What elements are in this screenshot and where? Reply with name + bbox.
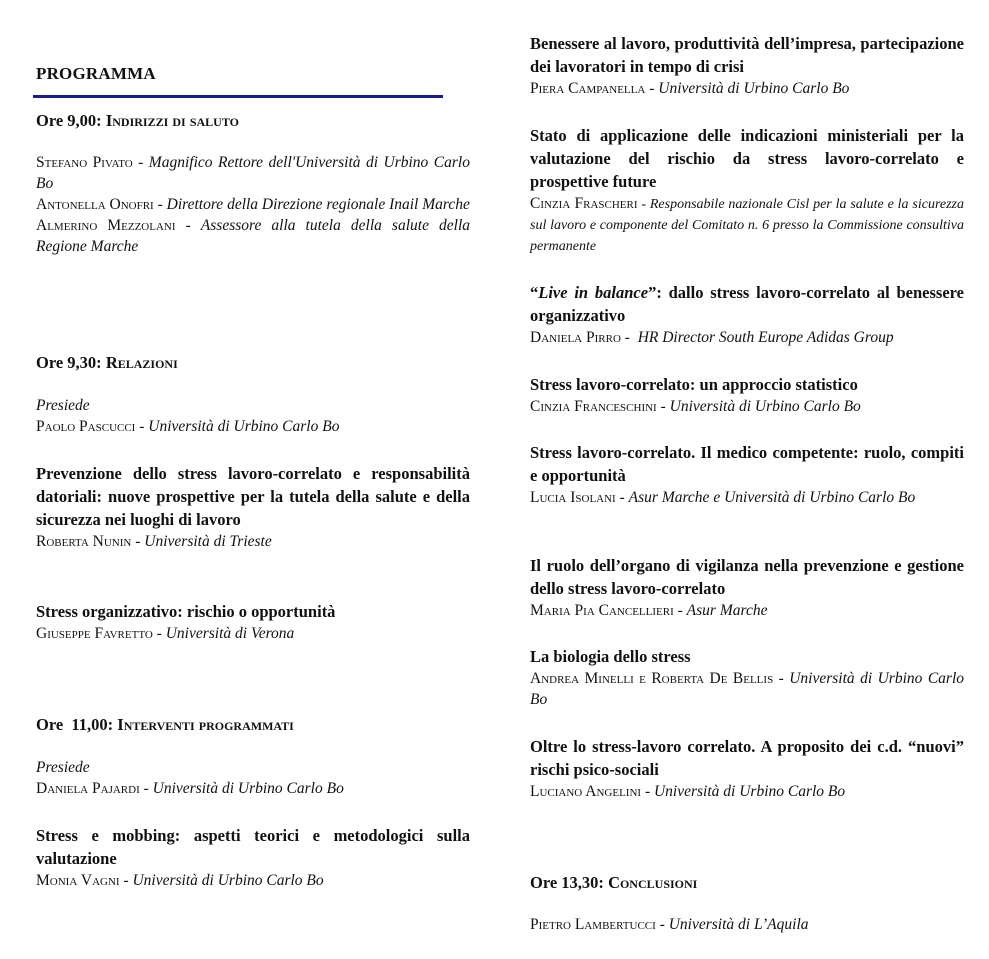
section-time: Ore 9,00: bbox=[36, 111, 106, 130]
talk-entry bbox=[36, 824, 470, 891]
speaker-entry bbox=[36, 194, 470, 215]
speaker-entry bbox=[36, 531, 470, 552]
talk-entry bbox=[530, 32, 964, 99]
speaker-entry bbox=[530, 487, 964, 508]
talk-title: Oltre lo stress-lavoro correlato. A proposito dei c.d. “nuovi” rischi psico-sociali bbox=[530, 737, 964, 779]
separator: - bbox=[620, 329, 638, 346]
page-title: PROGRAMMA bbox=[36, 64, 156, 83]
section-label: Interventi programmati bbox=[117, 715, 294, 734]
speaker-entry bbox=[530, 193, 964, 257]
speaker-name: Andrea Minelli e Roberta De Bellis bbox=[530, 670, 774, 687]
speaker-entry bbox=[36, 152, 470, 194]
speaker-affiliation: Direttore della Direzione regionale Inail Marche bbox=[166, 196, 470, 213]
title-rule bbox=[33, 95, 443, 98]
speaker-affiliation: Università di Urbino Carlo Bo bbox=[669, 398, 861, 415]
talk-entry bbox=[530, 124, 964, 257]
greetings-list bbox=[36, 152, 470, 257]
speaker-entry bbox=[530, 914, 964, 935]
speaker-affiliation: Asur Marche bbox=[686, 602, 768, 619]
talk-title: La biologia dello stress bbox=[530, 647, 691, 666]
speaker-name: Almerino Mezzolani bbox=[36, 217, 176, 234]
speaker-name: Daniela Pirro bbox=[530, 329, 621, 346]
talk-title: Stress organizzativo: rischio o opportunità bbox=[36, 602, 336, 621]
speaker-name: Daniela Pajardi bbox=[36, 780, 140, 797]
separator: - bbox=[637, 197, 650, 212]
talk-entry bbox=[530, 645, 964, 710]
speaker-entry bbox=[530, 327, 964, 348]
talk-title-rest: ”: dallo stress lavoro-correlato al benessere organizzativo bbox=[530, 283, 964, 325]
speaker-name: Luciano Angelini bbox=[530, 783, 642, 800]
speaker-name: Roberta Nunin bbox=[36, 533, 132, 550]
separator: - bbox=[135, 418, 149, 435]
talk-entry bbox=[36, 600, 470, 644]
speaker-name: Paolo Pascucci bbox=[36, 418, 136, 435]
separator: - bbox=[132, 154, 149, 171]
speaker-name: Monia Vagni bbox=[36, 872, 120, 889]
talk-title: Stato di applicazione delle indicazioni ministeriali per la valutazione del rischio da stress lavoro-correlato e prospettive future bbox=[530, 126, 964, 191]
separator: - bbox=[131, 533, 145, 550]
chair-label: Presiede bbox=[36, 759, 90, 776]
talk-entry bbox=[530, 441, 964, 508]
separator: - bbox=[175, 217, 201, 234]
chair-block bbox=[36, 395, 470, 437]
conclusion-speaker bbox=[530, 914, 964, 935]
speaker-affiliation: Università di Urbino Carlo Bo bbox=[152, 780, 344, 797]
talk-entry bbox=[530, 554, 964, 621]
speaker-affiliation: Università di Trieste bbox=[144, 533, 272, 550]
talk-title: Il ruolo dell’organo di vigilanza nella prevenzione e gestione dello stress lavoro-correlato bbox=[530, 556, 964, 598]
talk-title: Stress lavoro-correlato. Il medico competente: ruolo, compiti e opportunità bbox=[530, 443, 964, 485]
talk-title: Prevenzione dello stress lavoro-correlato e responsabilità datoriali: nuove prospettive per la tutela della salute e della sicurezza nei luoghi di lavoro bbox=[36, 464, 470, 529]
speaker-name: Maria Pia Cancellieri bbox=[530, 602, 674, 619]
separator: - bbox=[153, 196, 167, 213]
section-label: Indirizzi di saluto bbox=[105, 111, 239, 130]
speaker-name: Stefano Pivato bbox=[36, 154, 133, 171]
speaker-affiliation: Università di L’Aquila bbox=[668, 916, 809, 933]
speaker-entry bbox=[530, 78, 964, 99]
speaker-affiliation: Università di Verona bbox=[165, 625, 295, 642]
talk-entry bbox=[530, 281, 964, 348]
separator: - bbox=[139, 780, 153, 797]
speaker-name: Cinzia Franceschini bbox=[530, 398, 657, 415]
speaker-entry bbox=[530, 396, 964, 417]
speaker-affiliation: Assessore alla tutela della salute della Regione Marche bbox=[36, 217, 470, 255]
separator: - bbox=[655, 916, 669, 933]
talk-entry bbox=[530, 373, 964, 417]
separator: - bbox=[645, 80, 659, 97]
speaker-entry bbox=[36, 215, 470, 257]
chair-block bbox=[36, 757, 470, 799]
speaker-name: Pietro Lambertucci bbox=[530, 916, 656, 933]
speaker-affiliation: Università di Urbino Carlo Bo bbox=[653, 783, 846, 800]
speaker-name: Giuseppe Favretto bbox=[36, 625, 153, 642]
separator: - bbox=[773, 670, 790, 687]
section-time: Ore 9,30: bbox=[36, 353, 106, 372]
talk-entry bbox=[530, 735, 964, 802]
speaker-name: Piera Campanella bbox=[530, 80, 646, 97]
separator: - bbox=[673, 602, 687, 619]
talk-title: Benessere al lavoro, produttività dell’impresa, partecipazione dei lavoratori in tempo di crisi bbox=[530, 34, 964, 76]
section-heading-interventi bbox=[36, 714, 470, 736]
speaker-entry bbox=[36, 870, 470, 891]
section-time: Ore 13,30: bbox=[530, 873, 609, 892]
section-label: Relazioni bbox=[105, 353, 178, 372]
speaker-entry bbox=[530, 600, 964, 621]
speaker-affiliation: Responsabile nazionale Cisl per la salute e la sicurezza sul lavoro e componente del Comitato n. 6 presso la Commissione consultiva permanente bbox=[530, 197, 964, 254]
chair-entry bbox=[36, 778, 470, 799]
open-quote: “ bbox=[530, 283, 539, 302]
separator: - bbox=[641, 783, 654, 800]
speaker-affiliation: Magnifico Rettore dell'Università di Urbino Carlo Bo bbox=[36, 154, 470, 192]
speaker-entry bbox=[36, 623, 470, 644]
speaker-entry bbox=[530, 668, 964, 710]
talk-title bbox=[530, 281, 964, 327]
separator: - bbox=[152, 625, 166, 642]
talk-title-italic: Live in balance bbox=[538, 283, 649, 302]
talk-entry bbox=[36, 462, 470, 552]
chair-label: Presiede bbox=[36, 397, 90, 414]
speaker-entry bbox=[530, 781, 964, 802]
talk-title: Stress e mobbing: aspetti teorici e metodologici sulla valutazione bbox=[36, 826, 470, 868]
speaker-affiliation: HR Director South Europe Adidas Group bbox=[637, 329, 894, 346]
speaker-name: Antonella Onofri bbox=[36, 196, 154, 213]
speaker-affiliation: Università di Urbino Carlo Bo bbox=[148, 418, 340, 435]
chair-entry bbox=[36, 416, 470, 437]
section-heading-relazioni bbox=[36, 352, 470, 374]
speaker-name: Cinzia Frascheri bbox=[530, 195, 638, 212]
separator: - bbox=[615, 489, 629, 506]
speaker-name: Lucia Isolani bbox=[530, 489, 616, 506]
speaker-affiliation: Università di Urbino Carlo Bo bbox=[530, 670, 964, 708]
speaker-affiliation: Asur Marche e Università di Urbino Carlo Bo bbox=[628, 489, 916, 506]
section-time: Ore 11,00: bbox=[36, 715, 118, 734]
talk-title: Stress lavoro-correlato: un approccio statistico bbox=[530, 375, 858, 394]
separator: - bbox=[656, 398, 670, 415]
section-label: Conclusioni bbox=[608, 873, 698, 892]
speaker-affiliation: Università di Urbino Carlo Bo bbox=[658, 80, 850, 97]
separator: - bbox=[119, 872, 133, 889]
section-heading-saluti bbox=[36, 110, 470, 132]
speaker-affiliation: Università di Urbino Carlo Bo bbox=[132, 872, 324, 889]
section-heading-conclusioni bbox=[530, 872, 964, 894]
